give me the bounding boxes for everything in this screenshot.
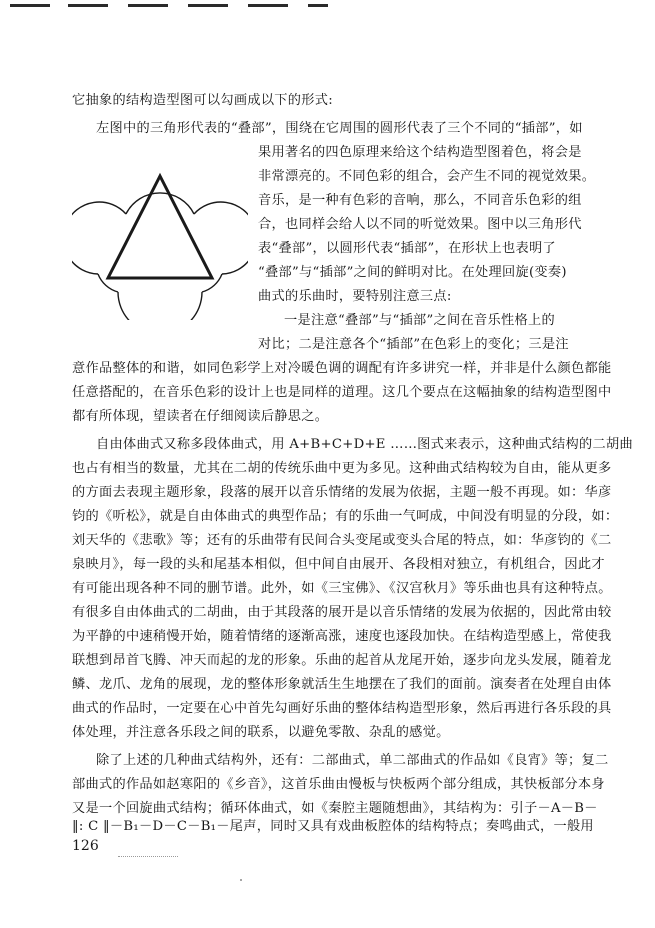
footer-dotted-mark (118, 856, 178, 860)
triangle-with-three-circles-icon (72, 154, 248, 320)
paragraph-line: 表“叠部”，以圆形代表“插部”，在形状上也表明了 (258, 241, 556, 256)
paragraph-line: 体处理，并注意各乐段之间的联系，以避免零散、杂乱的感觉。 (72, 725, 450, 740)
left-circle (72, 202, 126, 274)
paragraph-line: 有可能出现各种不同的删节谱。此外，如《三宝佛》、《汉宫秋月》等乐曲也具有这种特点。 (72, 581, 612, 596)
paragraph-line: 除了上述的几种曲式结构外，还有：二部曲式，单二部曲式的作品如《良宵》等；复二 (96, 753, 609, 768)
paragraph-line: 音乐，是一种有色彩的音响，那么，不同音乐色彩的组 (258, 193, 582, 208)
paragraph-line: 它抽象的结构造型图可以勾画成以下的形式: (72, 93, 334, 108)
paragraph-line: 刘天华的《悲歌》等；还有的乐曲带有民间合头变尾或变头合尾的特点，如：华彦钧的《二 (72, 533, 612, 548)
paragraph-line: 非常漂亮的。不同色彩的组合，会产生不同的视觉效果。 (258, 169, 596, 184)
paragraph-line: 都有所体现，望读者在仔细阅读后静思之。 (72, 409, 329, 424)
paragraph-line: 对比；二是注意各个“插部”在色彩上的变化；三是注 (258, 337, 569, 352)
paragraph-line: 合，也同样会给人以不同的听觉效果。图中以三角形代 (258, 217, 582, 232)
paragraph-line: 为平静的中速稍慢开始，随着情绪的逐渐高涨，速度也逐段加快。在结构造型感上，常使我 (72, 629, 612, 644)
bottom-circle (118, 292, 202, 320)
paragraph-line: 又是一个回旋曲式结构；循环体曲式，如《秦腔主题随想曲》，其结构为：引子－A－B－ (72, 801, 598, 816)
paragraph-line: “叠部”与“插部”之间的鲜明对比。在处理回旋(变奏) (258, 265, 567, 280)
paragraph-line: 也占有相当的数量，尤其在二胡的传统乐曲中更为多见。这种曲式结构较为自由，能从更多 (72, 461, 612, 476)
page-number: 126 (72, 838, 99, 854)
paragraph-line: 曲式的乐曲时，要特别注意三点: (258, 289, 452, 304)
paragraph-line: 有很多自由体曲式的二胡曲，由于其段落的展开是以音乐情绪的发展为依据的，因此常由较 (72, 605, 612, 620)
paragraph-line: 联想到昂首飞腾、冲天而起的龙的形象。乐曲的起首从龙尾开始，逐步向龙头发展，随着龙 (72, 653, 612, 668)
paragraph-line: 的方面去表现主题形象，段落的展开以音乐情绪的发展为依据，主题一般不再现。如：华彦 (72, 485, 612, 500)
paragraph-line: 钧的《听松》，就是自由体曲式的典型作品；有的乐曲一气呵成，中间没有明显的分段，如： (72, 509, 619, 524)
paragraph-line: 左图中的三角形代表的“叠部”，围绕在它周围的圆形代表了三个不同的“插部”，如 (96, 121, 583, 136)
paragraph-line: 自由体曲式又称多段体曲式，用 A+B+C+D+E ……图式来表示，这种曲式结构的二胡曲 (96, 437, 633, 452)
center-triangle (108, 176, 212, 278)
paragraph-line: 曲式的作品时，一定要在心中首先勾画好乐曲的整体结构造型形象，然后再进行各乐段的具 (72, 701, 612, 716)
footer-dot (240, 879, 242, 881)
paragraph-line: 意作品整体的和谐，如同色彩学上对冷暖色调的调配有许多讲究一样，并非是什么颜色都能 (72, 361, 612, 376)
right-circle (194, 202, 248, 274)
paragraph-line: 泉映月》，每一段的头和尾基本相似，但中间自由展开、各段相对独立，有机组合，因此才 (72, 557, 605, 572)
paragraph-line: ‖: C ‖－B₁－D－C－B₁－尾声，同时又具有戏曲板腔体的结构特点；奏鸣曲式，一般用 (72, 819, 594, 834)
structure-figure (72, 154, 248, 320)
paragraph-line: 部曲式的作品如赵寒阳的《乡音》，这首乐曲由慢板与快板两个部分组成，其快板部分本身 (72, 777, 605, 792)
top-circle-arc (126, 193, 194, 214)
paragraph-line: 一是注意“叠部”与“插部”之间在音乐性格上的 (284, 313, 555, 328)
paragraph-line: 果用著名的四色原理来给这个结构造型图着色，将会是 (258, 145, 582, 160)
paragraph-line: 任意搭配的，在音乐色彩的设计上也是同样的道理。这几个要点在这幅抽象的结构造型图中 (72, 385, 612, 400)
paragraph-line: 鳞、龙爪、龙角的展现，龙的整体形象就活生生地摆在了我们的面前。演奏者在处理自由体 (72, 677, 612, 692)
